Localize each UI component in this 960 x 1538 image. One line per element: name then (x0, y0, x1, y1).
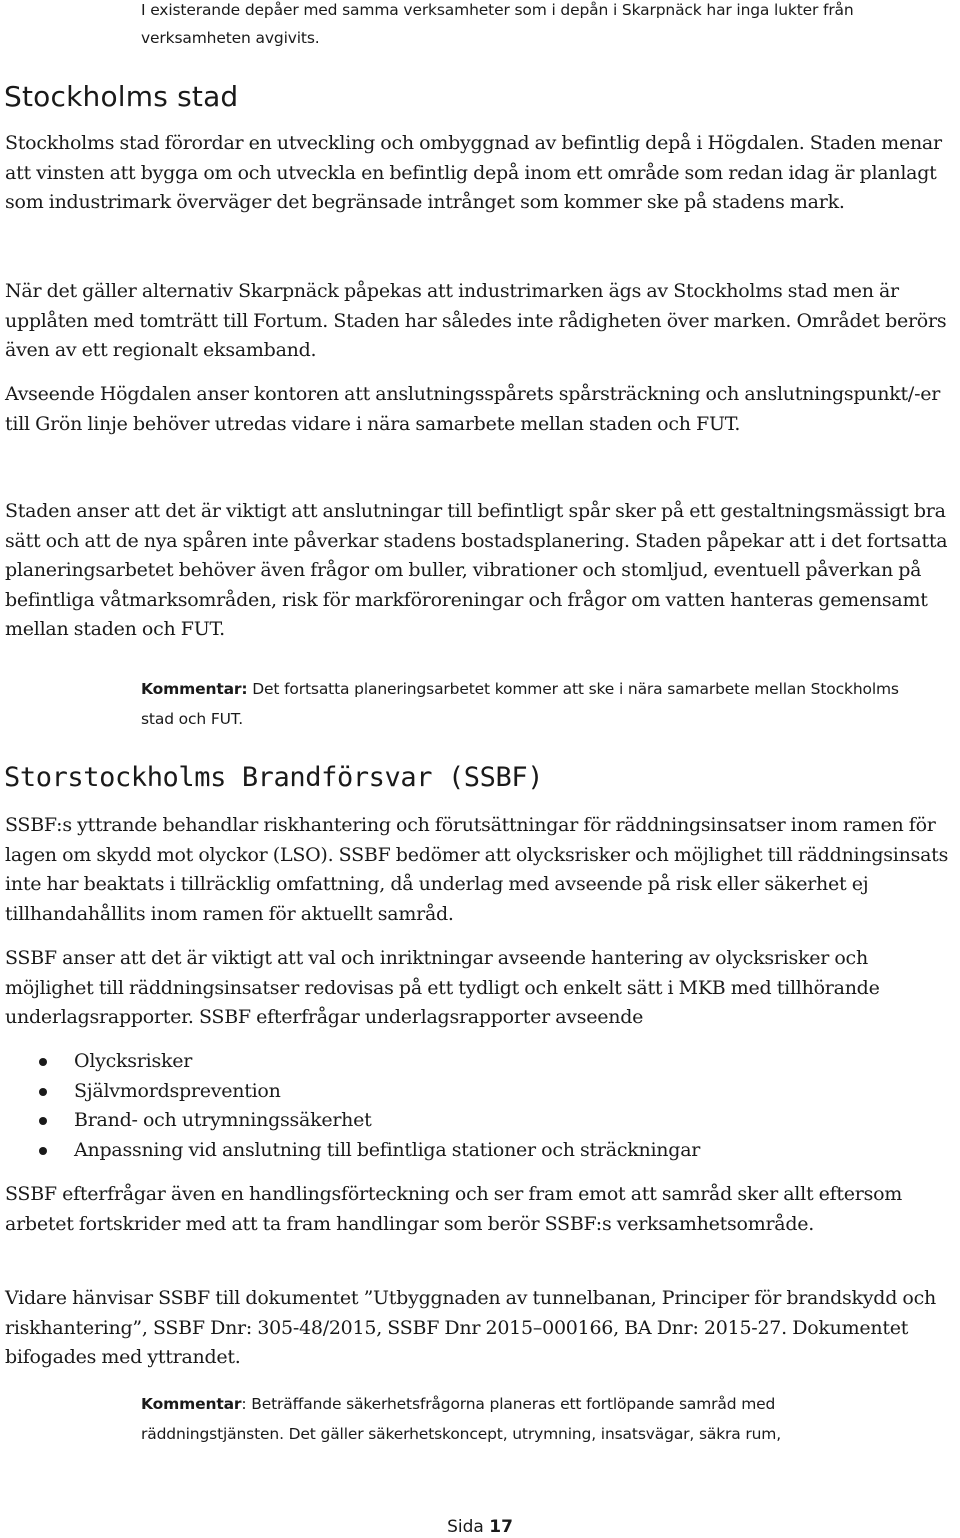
list-item (0, 1047, 960, 1077)
section-heading-ssbf: Storstockholms Brandförsvar (SSBF) (4, 762, 544, 793)
list-item-text: Självmordsprevention (74, 1079, 281, 1102)
ssbf-paragraph-4: Vidare hänvisar SSBF till dokumentet ”Utbyggnaden av tunnelbanan, Principer för brandskydd och riskhantering”, SSBF Dnr: 305-48/2015, SSBF Dnr 2015–000166, BA Dnr: 2015-27. Dokumentet bifogades med yttrandet. (5, 1287, 936, 1368)
page-number: 17 (489, 1517, 513, 1537)
bullet-icon (39, 1117, 47, 1125)
section-heading-stockholms-stad: Stockholms stad (4, 80, 239, 113)
intro-text (141, 0, 941, 52)
ssbf-paragraph-3: SSBF efterfrågar även en handlingsförteckning och ser fram emot att samråd sker allt eftersom arbetet fortskrider med att ta fram handlingar som berör SSBF:s verksamhetsområde. (5, 1183, 903, 1235)
comment-label: Kommentar (141, 1395, 242, 1413)
list-item (0, 1106, 960, 1136)
list-item (0, 1136, 960, 1166)
stockholm-paragraph-1: Stockholms stad förordar en utveckling och ombyggnad av befintlig depå i Högdalen. Staden menar att vinsten att bygga om och utveckla en befintlig depå inom ett område som redan idag är planlagt som industrimark överväger det begränsade intrånget som kommer ske på stadens mark. (5, 132, 942, 213)
list-item (0, 1077, 960, 1107)
intro-line-2: verksamheten avgivits. (141, 29, 320, 47)
page-footer (0, 1516, 960, 1538)
stockholm-paragraph-3: Avseende Högdalen anser kontoren att anslutningsspårets spårsträckning och anslutningspunkt/-er till Grön linje behöver utredas vidare i nära samarbete mellan staden och FUT. (5, 383, 941, 435)
comment-text: Det fortsatta planeringsarbetet kommer att ske i nära samarbete mellan Stockholms stad och FUT. (141, 680, 899, 728)
bullet-icon (39, 1058, 47, 1066)
comment-label: Kommentar: (141, 680, 248, 698)
ssbf-comment (141, 1389, 861, 1449)
bullet-icon (39, 1088, 47, 1096)
bullet-icon (39, 1147, 47, 1155)
list-item-text: Anpassning vid anslutning till befintliga stationer och sträckningar (74, 1138, 701, 1161)
stockholm-paragraph-4: Staden anser att det är viktigt att anslutningar till befintligt spår sker på ett gestaltningsmässigt bra sätt och att de nya spåren inte påverkar stadens bostadsplanering. Staden påpekar att i det fortsatta planeringsarbetet behöver även frågor om buller, vibrationer och stomljud, eventuell påverkan på befintliga våtmarksområden, risk för markföroreningar och frågor om vatten hanteras gemensamt mellan staden och FUT. (5, 500, 948, 640)
page-label: Sida (447, 1517, 484, 1537)
list-item-text: Brand- och utrymningssäkerhet (74, 1109, 372, 1131)
stockholm-comment (141, 674, 901, 734)
stockholm-paragraph-2: När det gäller alternativ Skarpnäck påpekas att industrimarken ägs av Stockholms stad men är upplåten med tomträtt till Fortum. Staden har således inte rådigheten över marken. Området berörs även av ett regionalt eksamband. (5, 280, 947, 361)
comment-text: : Beträffande säkerhetsfrågorna planeras ett fortlöpande samråd med räddningstjänsten. Det gäller säkerhetskoncept, utrymning, insatsvägar, säkra rum, (141, 1395, 782, 1443)
ssbf-paragraph-2: SSBF anser att det är viktigt att val och inriktningar avseende hantering av olycksrisker och möjlighet till räddningsinsatser redovisas på ett tydligt och enkelt sätt i MKB med tillhörande underlagsrapporter. SSBF efterfrågar underlagsrapporter avseende (5, 947, 880, 1028)
list-item-text: Olycksrisker (74, 1050, 193, 1072)
ssbf-paragraph-1: SSBF:s yttrande behandlar riskhantering och förutsättningar för räddningsinsatser inom ramen för lagen om skydd mot olyckor (LSO). SSBF bedömer att olycksrisker och möjlighet till räddningsinsats inte har beaktats i tillräcklig omfattning, då underlag med avseende på risk eller säkerhet ej tillhandahållits inom ramen för aktuellt samråd. (5, 814, 949, 925)
ssbf-bullet-list (0, 1047, 960, 1165)
intro-line-1: I existerande depåer med samma verksamheter som i depån i Skarpnäck har inga lukter från (141, 1, 854, 19)
